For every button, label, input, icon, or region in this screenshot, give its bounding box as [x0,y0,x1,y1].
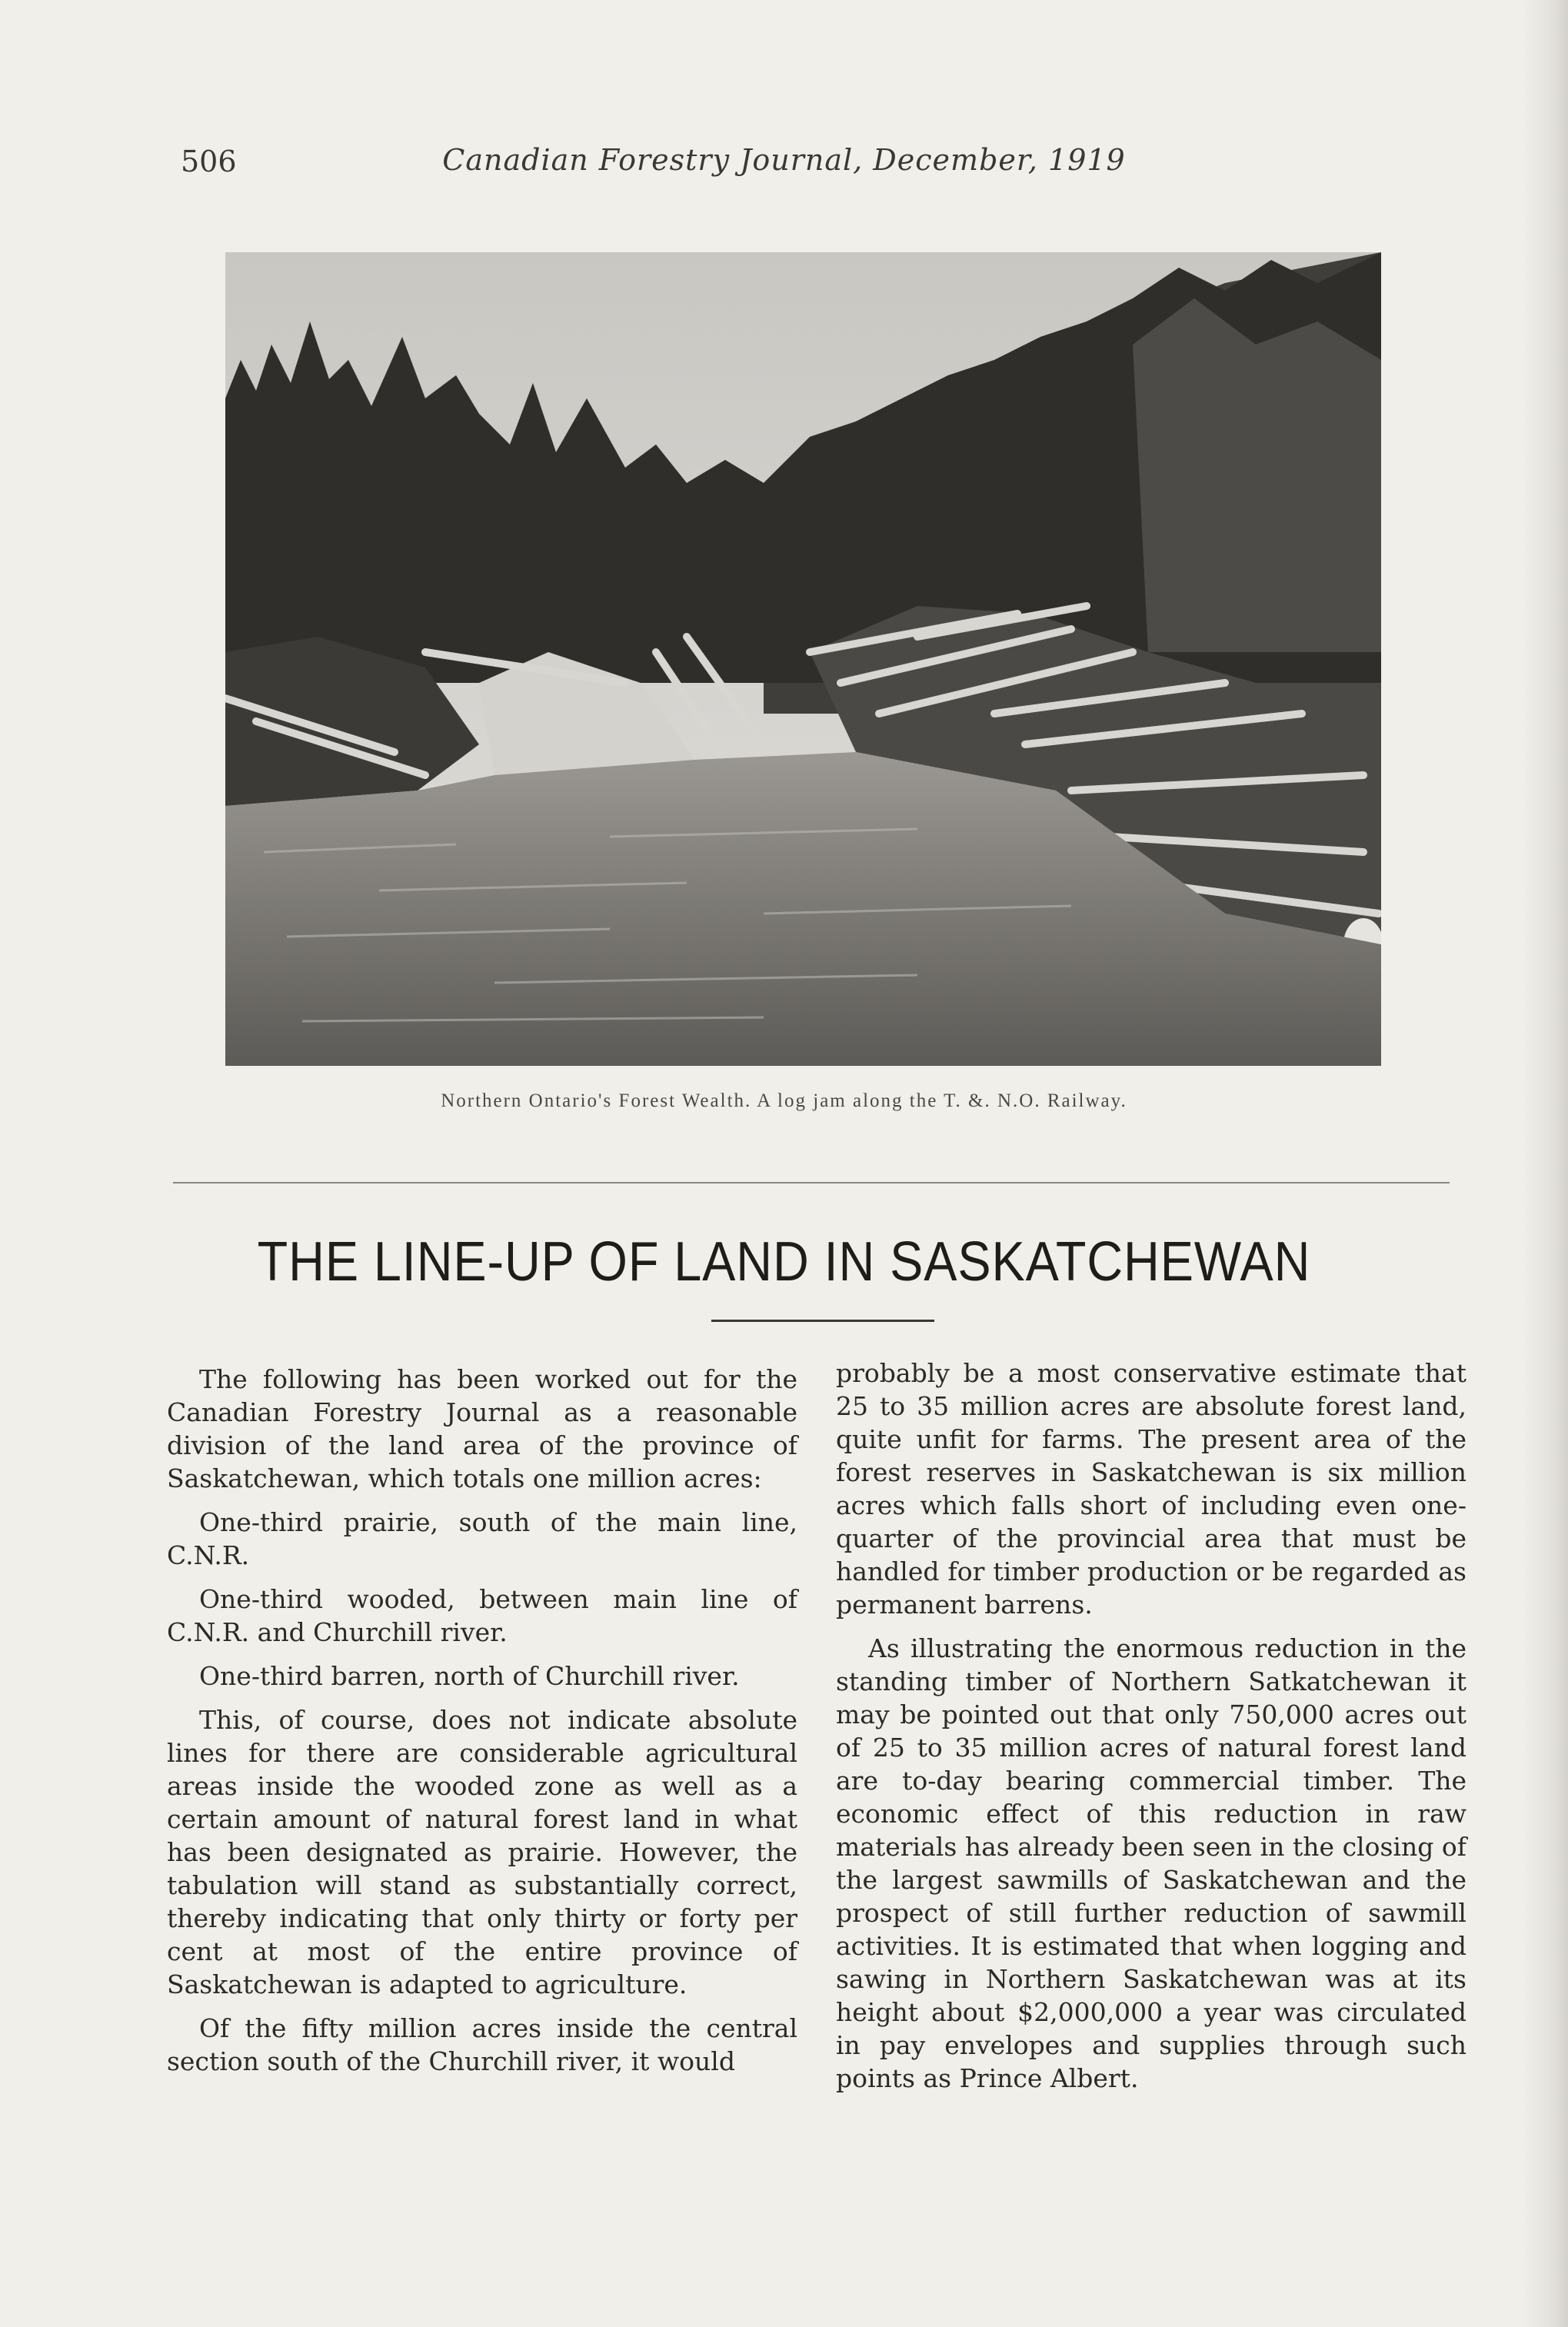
paragraph: This, of course, does not indicate absolute lines for there are considerable agricultural areas inside the wooded zone as well as a certain amount of natural forest land in what has been designated as prairie. However, the tabulation will stand as substantially correct, thereby indicating that only thirty or forty per cent at most of the entire province of Saskatchewan is adapted to agriculture. [167,1705,797,1999]
paragraph: One-third barren, north of Churchill river. [199,1661,740,1691]
section-divider [173,1182,1450,1183]
paragraph: As illustrating the enormous reduction in the standing timber of Northern Satkatchewan it may be pointed out that only 750,000 acres out of 25 to 35 million acres of natural forest land are to-day bearing commercial timber. The economic effect of this reduction in raw materials has already been seen in the closing of the largest sawmills of Saskatchewan and the prospect of still further reduction of sawmill activities. It is estimated that when logging and sawing in Northern Saskatchewan was at its height about $2,000,000 a year was circulated in pay envelopes and supplies through such points as Prince Albert. [836,1633,1466,2093]
log-jam-photo [225,252,1381,1066]
paragraph: One-third wooded, between main line of C.N.R. and Churchill river. [167,1584,797,1647]
page-header [0,138,1568,185]
left-column [167,1363,797,2089]
photo-log-jam-icon [225,252,1381,1066]
paragraph: The following has been worked out for the Canadian Forestry Journal as a reasonable division of the land area of the province of Saskatchewan, which totals one million acres: [167,1364,797,1493]
running-title: Canadian Forestry Journal, December, 1919 [442,143,1126,177]
page-shadow [1522,0,1568,2327]
article-headline: THE LINE-UP OF LAND IN SASKATCHEWAN [257,1231,1311,1293]
page-number: 506 [181,145,237,178]
headline-underline [711,1320,934,1322]
paragraph: probably be a most conservative estimate that 25 to 35 million acres are absolute forest land, quite unfit for farms. The present area of the forest reserves in Saskatchewan is six million acres which falls short of including even one-quarter of the provincial area that must be handled for timber production or be regarded as permanent barrens. [836,1358,1466,1620]
paragraph: One-third prairie, south of the main line, C.N.R. [167,1507,797,1570]
paragraph: Of the fifty million acres inside the central section south of the Churchill river, it would [167,2013,797,2076]
photo-caption: Northern Ontario's Forest Wealth. A log jam along the T. &. N.O. Railway. [441,1090,1127,1111]
right-column [836,1357,1466,2106]
